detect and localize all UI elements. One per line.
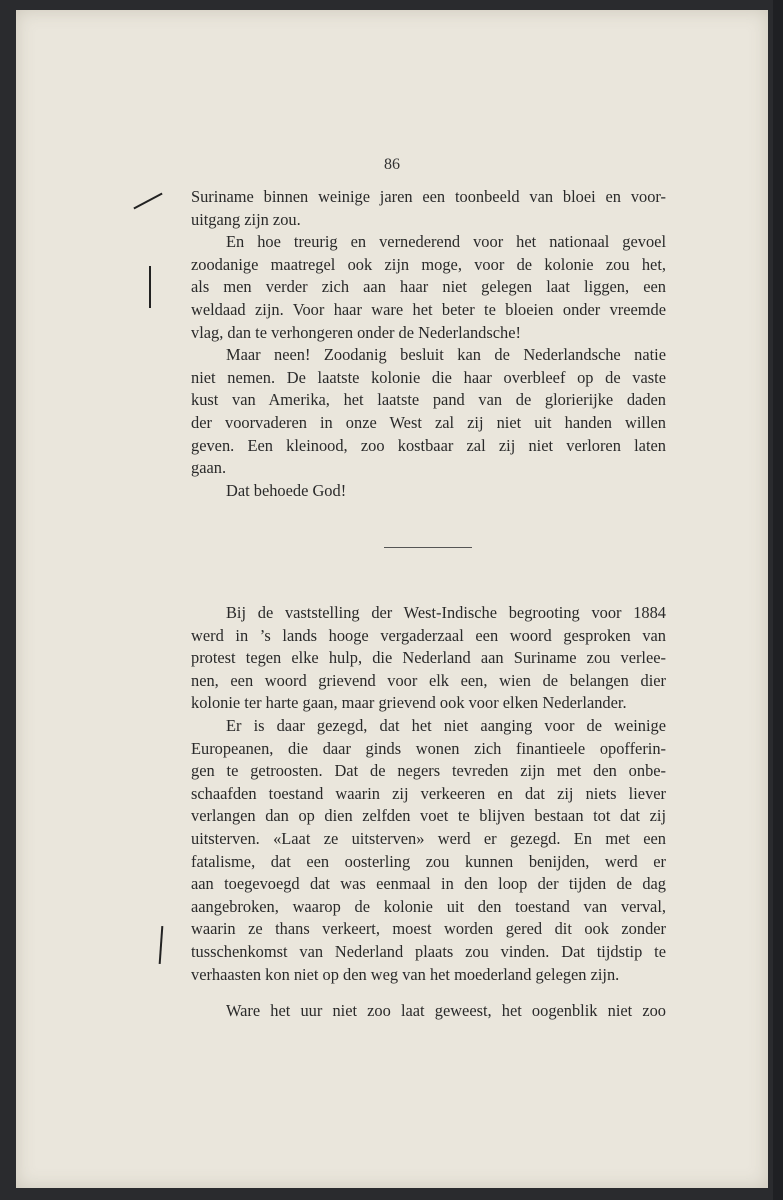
paragraph: [191, 186, 666, 231]
text-section-1: [191, 186, 666, 502]
text-line: zoodanige maatregel ook zijn moge, voor de kolonie zou het,: [191, 254, 666, 274]
text-line: En hoe treurig en vernederend voor het nationaal gevoel: [226, 232, 666, 252]
text-line: Dat behoede God!: [226, 480, 347, 500]
section-divider: [384, 547, 472, 548]
text-line: nen, een woord grievend voor elk een, wien de belangen dier: [191, 670, 666, 690]
text-line: geven. Een kleinood, zoo kostbaar zal zij niet verloren laten: [191, 435, 666, 455]
text-line: gaan.: [191, 458, 227, 478]
text-line: uitgang zijn zou.: [191, 209, 301, 229]
text-line: kust van Amerika, het laatste pand van de glorierijke daden: [191, 390, 666, 410]
text-section-2: [191, 602, 666, 986]
text-line: Europeanen, die daar ginds wonen zich finantieele opofferin-: [191, 738, 666, 758]
text-line: aangebroken, waarop de kolonie uit den toestand van verval,: [191, 896, 666, 916]
text-line: gen te getroosten. Dat de negers tevreden zijn met den onbe-: [191, 761, 666, 781]
text-line: verlangen dan op dien zelfden voet te blijven bestaan tot dat zij: [191, 806, 666, 826]
text-line: als men verder zich aan haar niet gelegen laat liggen, een: [191, 277, 666, 297]
margin-pencil-mark: [149, 266, 151, 308]
text-line: Bij de vaststelling der West-Indische begrooting voor 1884: [226, 603, 666, 622]
paragraph: [191, 715, 666, 986]
text-line: Er is daar gezegd, dat het niet aanging voor de weinige: [226, 715, 666, 735]
paragraph: [191, 1000, 666, 1023]
text-line: fatalisme, dat een oosterling zou kunnen benijden, werd er: [191, 851, 666, 871]
text-line: tusschenkomst van Nederland plaats zou vinden. Dat tijdstip te: [191, 941, 666, 961]
text-line: vlag, dan te verhongeren onder de Nederlandsche!: [191, 322, 521, 342]
text-line: verhaasten kon niet op den weg van het moederland gelegen zijn.: [191, 964, 620, 984]
paragraph: [191, 231, 666, 344]
text-line: weldaad zijn. Voor haar ware het beter te bloeien onder vreemde: [191, 299, 666, 319]
book-page: [16, 10, 768, 1188]
text-line: schaafden toestand waarin zij verkeeren en dat zij niets liever: [191, 783, 666, 803]
text-line: aan toegevoegd dat was eenmaal in den loop der tijden de dag: [191, 874, 666, 894]
text-line: Ware het uur niet zoo laat geweest, het oogenblik niet zoo: [226, 1001, 666, 1020]
margin-pencil-mark: [133, 193, 162, 210]
text-line: werd in ’s lands hooge vergaderzaal een woord gesproken van: [191, 625, 666, 645]
margin-pencil-mark: [159, 926, 164, 964]
scan-border: [773, 0, 783, 1200]
text-line: uitsterven. «Laat ze uitsterven» werd er gezegd. En met een: [191, 828, 666, 848]
text-line: waarin ze thans verkeert, moest worden gered dit ook zonder: [191, 919, 666, 939]
paragraph: [191, 480, 666, 503]
text-line: niet nemen. De laatste kolonie die haar overbleef op de vaste: [191, 367, 666, 387]
text-line: protest tegen elke hulp, die Nederland aan Suriname zou verlee-: [191, 648, 666, 668]
text-line: Maar neen! Zoodanig besluit kan de Nederlandsche natie: [226, 345, 666, 365]
paragraph: [191, 344, 666, 480]
paragraph: [191, 602, 666, 715]
text-line: der voorvaderen in onze West zal zij niet uit handen willen: [191, 412, 666, 432]
text-line: Suriname binnen weinige jaren een toonbeeld van bloei en voor-: [191, 187, 666, 206]
page-number: 86: [384, 156, 400, 173]
text-line: kolonie ter harte gaan, maar grievend ook voor elken Nederlander.: [191, 693, 627, 713]
text-section-3: [191, 1000, 666, 1023]
